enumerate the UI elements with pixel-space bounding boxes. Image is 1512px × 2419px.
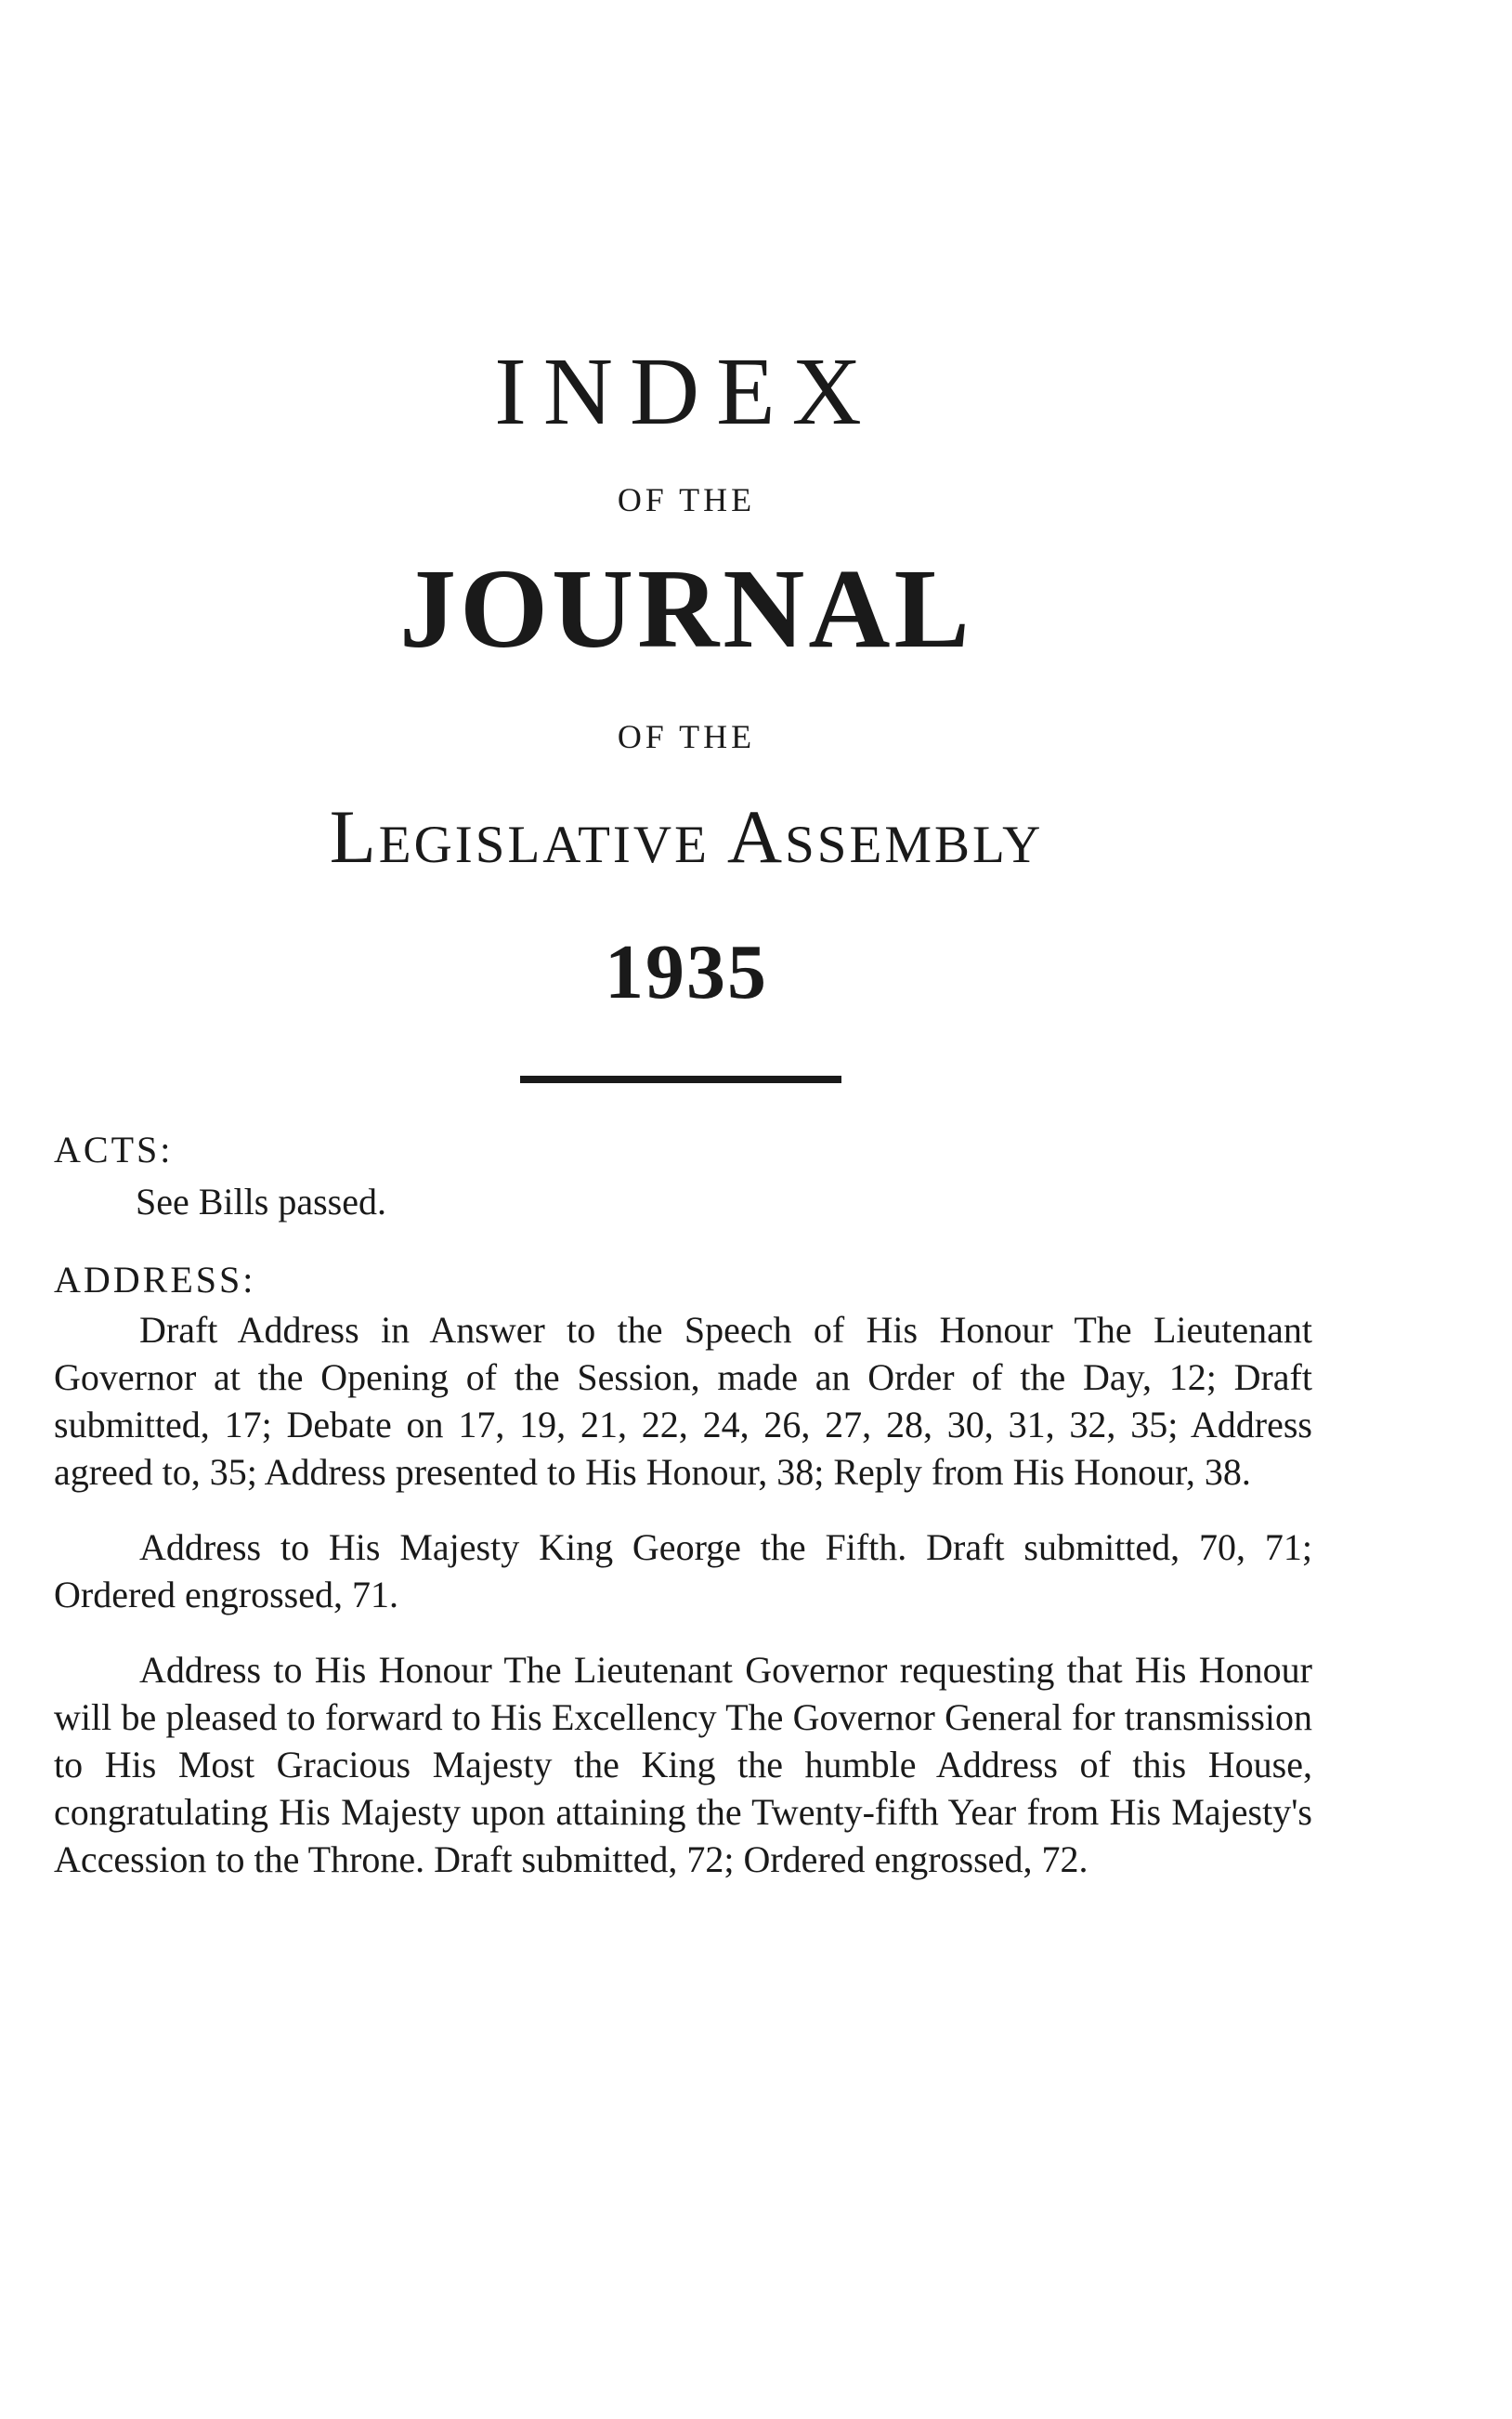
assembly-title: Legislative Assembly	[329, 794, 1044, 879]
index-entries	[54, 1124, 1312, 1883]
of-the-label-1: OF THE	[617, 481, 756, 518]
address-entry: Draft Address in Answer to the Speech of His Honour The Lieutenant Governor at the Opening of the Session, made an Order of the Day, 12; Draft submitted, 17; Debate on 17, 19, 21, 22, 24, 26, 27, 28, 30, 31, 32, 35; Address agreed to, 35; Address presented to His Honour, 38; Reply from His Honour, 38.	[54, 1309, 1312, 1493]
year-title: 1935	[605, 929, 768, 1015]
section-heading-address: ADDRESS:	[54, 1259, 256, 1301]
index-title: INDEX	[494, 338, 879, 445]
address-entry: Address to His Honour The Lieutenant Governor requesting that His Honour will be pleased to forward to His Excellency The Governor General for transmission to His Most Gracious Majesty the King the humble Address of this House, congratulating His Majesty upon attaining the Twenty-fifth Year from His Majesty's Accession to the Throne. Draft submitted, 72; Ordered engrossed, 72.	[54, 1649, 1312, 1880]
section-heading-acts: ACTS:	[54, 1129, 174, 1170]
acts-see-reference: See Bills passed.	[136, 1181, 386, 1223]
of-the-label-2: OF THE	[617, 718, 756, 755]
journal-title: JOURNAL	[399, 546, 973, 672]
title-divider-rule	[520, 1076, 841, 1083]
address-entry: Address to His Majesty King George the Fifth. Draft submitted, 70, 71; Ordered engrossed, 71.	[54, 1526, 1312, 1615]
